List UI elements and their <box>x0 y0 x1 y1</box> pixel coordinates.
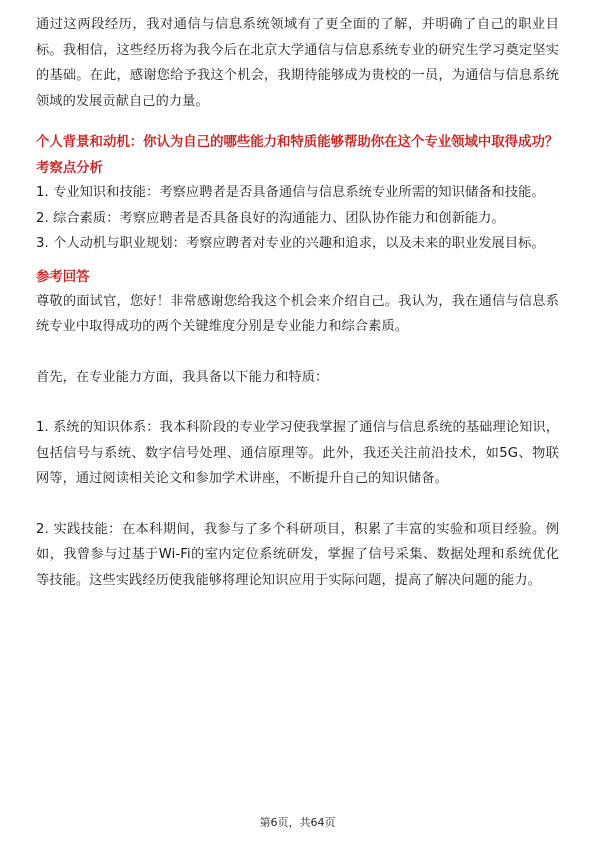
document-page <box>36 12 559 593</box>
intro-paragraph: 通过这两段经历，我对通信与信息系统领域有了更全面的了解，并明确了自己的职业目标。我相信，这些经历将为我今后在北京大学通信与信息系统专业的研究生学习奠定坚实的基础。在此，感谢您给予我这个机会，我期待能够成为贵校的一员，为通信与信息系统领域的发展贡献自己的力量。 <box>36 17 559 109</box>
analysis-item: 3. 个人动机与职业规划：考察应聘者对专业的兴趣和追求，以及未来的职业发展目标。 <box>36 236 545 251</box>
analysis-item: 2. 综合素质：考察应聘者是否具备良好的沟通能力、团队协作能力和创新能力。 <box>36 210 505 226</box>
answer-paragraph: 尊敬的面试官，您好！非常感谢您给我这个机会来介绍自己。我认为，我在通信与信息系统专业中取得成功的两个关键维度分别是专业能力和综合素质。 <box>36 293 559 334</box>
interview-question: 个人背景和动机：你认为自己的哪些能力和特质能够帮助你在这个专业领域中取得成功？ <box>36 135 559 150</box>
page-number: 第6页，共64页 <box>259 816 336 829</box>
answer-paragraph: 2. 实践技能：在本科期间，我参与了多个科研项目，积累了丰富的实验和项目经验。例如，我曾参与过基于Wi-Fi的室内定位系统研发，掌握了信号采集、数据处理和系统优化等技能。这些实践经历使我能够将理论知识应用于实际问题，提高了解决问题的能力。 <box>36 521 559 588</box>
answer-heading: 参考回答 <box>36 269 90 285</box>
analysis-item: 1. 专业知识和技能：考察应聘者是否具备通信与信息系统专业所需的知识储备和技能。 <box>36 185 545 200</box>
analysis-heading: 考察点分析 <box>36 161 103 176</box>
answer-paragraph: 1. 系统的知识体系：我本科阶段的专业学习使我掌握了通信与信息系统的基础理论知识，包括信号与系统、数字信号处理、通信原理等。此外，我还关注前沿技术，如5G、物联网等，通过阅读相关论文和参加学术讲座，不断提升自己的知识储备。 <box>36 420 559 486</box>
answer-paragraph: 首先，在专业能力方面，我具备以下能力和特质： <box>36 369 329 385</box>
